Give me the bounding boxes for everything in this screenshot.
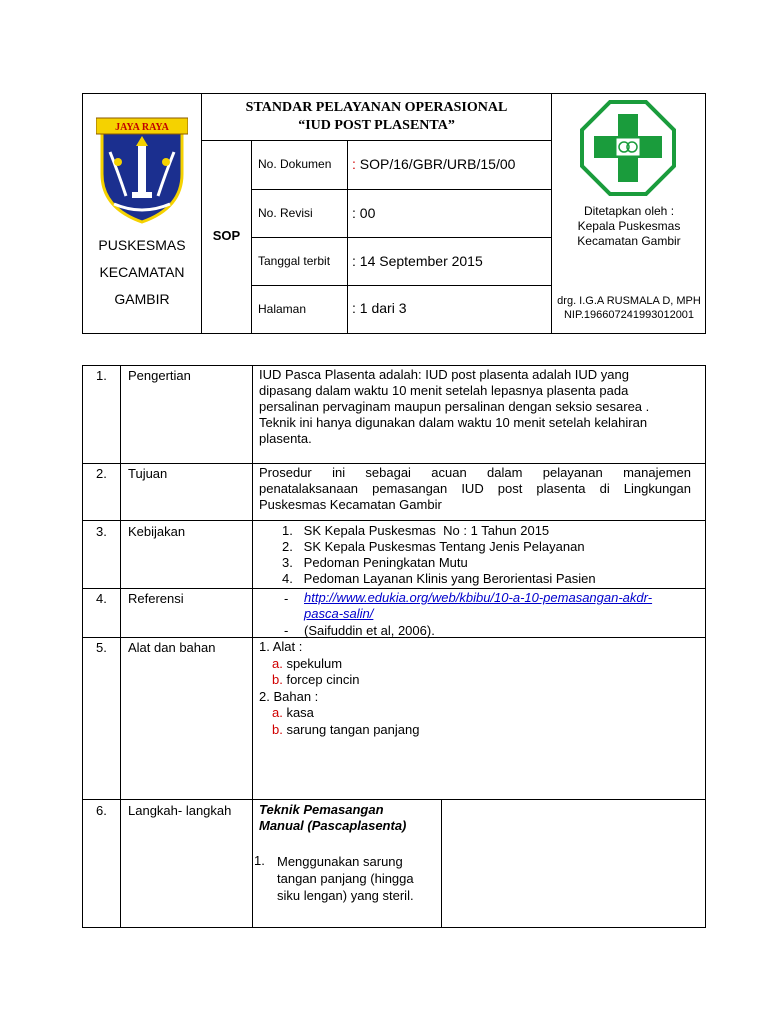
field-value: 14 September 2015 (355, 253, 483, 269)
list-item (259, 672, 689, 689)
row-number: 3. (96, 524, 107, 539)
row-number: 2. (96, 466, 107, 481)
row-label: Langkah- langkah (128, 803, 232, 818)
table-col-line (441, 799, 442, 928)
text-line: Prosedur ini sebagai acuan dalam pelayanan manajemen (259, 465, 691, 480)
list-text: sarung tangan panjang (282, 721, 420, 737)
org-line: GAMBIR (114, 291, 170, 307)
list-text: kasa (282, 705, 314, 720)
list-item (259, 722, 689, 739)
reference-link-line[interactable]: http://www.edukia.org/web/kbibu/10-a-10-pemasangan-akdr- (304, 590, 653, 605)
text-line: plasenta. (259, 431, 312, 446)
row-label: Pengertian (128, 368, 191, 383)
table-row-line (82, 520, 706, 521)
jakarta-emblem-logo (96, 112, 188, 224)
tools-content (259, 639, 689, 738)
row-label: Tujuan (128, 466, 168, 481)
text-line: Puskesmas Kecamatan Gambir (259, 497, 442, 512)
approval-block (552, 204, 706, 249)
list-item: 2. SK Kepala Puskesmas Tentang Jenis Pelayanan (282, 539, 585, 554)
field-value: SOP/16/GBR/URB/15/00 (355, 156, 516, 172)
list-text: spekulum (282, 655, 343, 671)
row-number: 5. (96, 640, 107, 655)
row-content (259, 367, 699, 447)
header-divider (251, 285, 551, 286)
svg-text:JAYA RAYA: JAYA RAYA (115, 122, 169, 133)
text-line: persalinan pervaginam maupun persalinan dengan seksio sesarea . (259, 399, 650, 414)
header-divider (251, 237, 551, 238)
row-label: Referensi (128, 591, 184, 606)
row-number: 4. (96, 591, 107, 606)
row-content (259, 465, 691, 513)
field-label-revisi: No. Revisi (258, 206, 313, 220)
text-line: penatalaksanaan pemasangan IUD post plasenta di Lingkungan (259, 481, 691, 496)
signer-name: drg. I.G.A RUSMALA D, MPH (557, 295, 701, 307)
approval-line: Ditetapkan oleh : (583, 204, 675, 218)
list-text: forcep cincin (282, 672, 360, 687)
list-marker: b. (272, 721, 283, 737)
table-row-line (82, 799, 706, 800)
row-label: Alat dan bahan (128, 640, 216, 655)
list-marker: a. (272, 705, 283, 720)
step-line: siku lengan) yang steril. (277, 888, 414, 903)
org-line: KECAMATAN (99, 264, 185, 280)
title-line-2: “IUD POST PLASENTA” (298, 118, 455, 133)
field-label-halaman: Halaman (258, 302, 307, 316)
table-col-line (252, 365, 253, 928)
step-line: tangan panjang (hingga (277, 871, 414, 886)
field-value-dokumen (352, 156, 515, 172)
field-colon: : (352, 300, 356, 316)
header-divider (201, 140, 551, 141)
page-title (202, 99, 551, 135)
sop-label: SOP (212, 228, 241, 243)
ref-dash: - (284, 623, 289, 638)
field-value-revisi (352, 205, 375, 221)
step-number: 1. (254, 853, 265, 868)
list-marker: b. (272, 672, 283, 687)
org-name (83, 232, 201, 313)
field-colon: : (352, 156, 356, 172)
list-marker: a. (272, 655, 283, 671)
field-label-tanggal: Tanggal terbit (258, 254, 331, 268)
signer-nip: NIP.196607241993012001 (563, 309, 695, 321)
policy-list (282, 523, 692, 587)
field-colon: : (352, 253, 356, 269)
materials-heading: 2. Bahan : (259, 688, 319, 704)
text-line: Teknik ini hanya digunakan dalam waktu 10 menit setelah kelahiran (259, 415, 648, 430)
field-label-dokumen: No. Dokumen (258, 157, 332, 171)
list-item: 4. Pedoman Layanan Klinis yang Berorientasi Pasien (282, 571, 596, 586)
step-text (277, 853, 439, 904)
field-value: 1 dari 3 (355, 300, 407, 316)
list-item (259, 656, 689, 673)
table-row-line (82, 588, 706, 589)
org-line: PUSKESMAS (98, 237, 186, 253)
title-line-1: STANDAR PELAYANAN OPERASIONAL (245, 100, 508, 115)
reference-link-line[interactable]: pasca-salin/ (304, 606, 374, 621)
text-line: IUD Pasca Plasenta adalah: IUD post plasenta adalah IUD yang (259, 367, 629, 382)
steps-subtitle (259, 802, 439, 834)
ref-dash: - (284, 591, 289, 606)
field-colon: : (352, 205, 356, 221)
approval-line: Kecamatan Gambir (577, 234, 681, 248)
list-item: 1. SK Kepala Puskesmas No : 1 Tahun 2015 (282, 523, 550, 538)
subtitle-line: Teknik Pemasangan (259, 802, 384, 817)
list-item: 3. Pedoman Peningkatan Mutu (282, 555, 468, 570)
list-item (259, 705, 689, 722)
row-number: 1. (96, 368, 107, 383)
field-value: 00 (355, 205, 376, 221)
row-label: Kebijakan (128, 524, 186, 539)
field-value-halaman (352, 300, 406, 316)
tools-heading: 1. Alat : (259, 639, 303, 654)
approval-line: Kepala Puskesmas (577, 219, 681, 233)
reference-citation: (Saifuddin et al, 2006). (304, 623, 435, 638)
header-divider (251, 189, 551, 190)
step-line: Menggunakan sarung (277, 854, 403, 869)
table-row-line (82, 463, 706, 464)
field-value-tanggal (352, 253, 483, 269)
subtitle-line: Manual (Pascaplasenta) (259, 818, 407, 833)
table-col-line (120, 365, 121, 928)
row-number: 6. (96, 803, 107, 818)
text-line: dipasang dalam waktu 10 menit setelah lepasnya plasenta pada (259, 383, 629, 398)
signer-block (552, 294, 706, 322)
puskesmas-cross-logo (580, 100, 676, 196)
reference-link[interactable] (304, 590, 699, 622)
